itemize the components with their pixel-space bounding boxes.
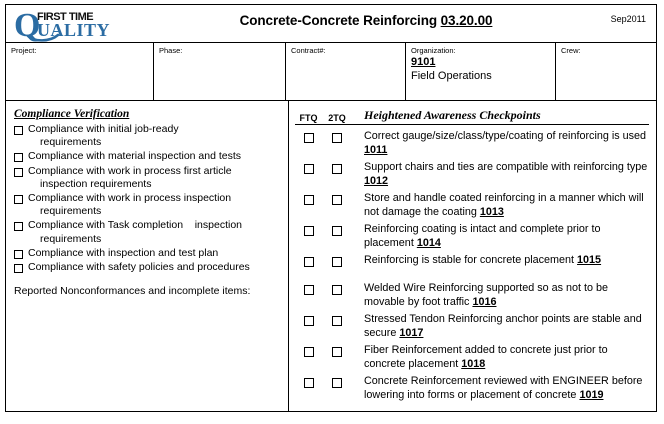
- checkbox-icon[interactable]: [304, 257, 314, 267]
- checkbox-icon[interactable]: [332, 378, 342, 388]
- field-organization-label: Organization:: [411, 46, 456, 55]
- checkbox-icon[interactable]: [14, 264, 23, 273]
- form-body: [6, 101, 656, 411]
- page-header: [6, 5, 656, 43]
- compliance-item-line2: requirements: [40, 232, 102, 245]
- checkpoint-number: 1011: [364, 143, 388, 156]
- checkpoint-text: Stressed Tendon Reinforcing anchor points are stable and secure: [364, 313, 642, 339]
- list-item[interactable]: [14, 150, 282, 163]
- list-item[interactable]: [14, 123, 282, 149]
- checkbox-icon[interactable]: [14, 153, 23, 162]
- list-item[interactable]: [14, 165, 282, 191]
- checkpoints-heading: Heightened Awareness Checkpoints: [364, 108, 541, 122]
- heightened-awareness-section: [289, 101, 656, 411]
- checkbox-icon[interactable]: [304, 195, 314, 205]
- checkbox-icon[interactable]: [304, 164, 314, 174]
- checkpoint-ftq-cell[interactable]: [295, 219, 322, 236]
- compliance-item-label: [28, 165, 232, 191]
- checkpoint-label: [364, 126, 649, 157]
- checkpoint-label: [364, 371, 649, 402]
- compliance-item-label: [28, 123, 179, 149]
- checkbox-icon[interactable]: [14, 250, 23, 259]
- compliance-item-label: [28, 219, 242, 245]
- document-date: Sep2011: [610, 14, 646, 24]
- checkpoint-2tq-cell[interactable]: [322, 188, 352, 205]
- checkbox-icon[interactable]: [304, 378, 314, 388]
- compliance-item-label: [28, 192, 231, 218]
- list-item[interactable]: [14, 247, 282, 260]
- compliance-item-line1: Compliance with material inspection and tests: [28, 150, 242, 163]
- nonconformances-label: Reported Nonconformances and incomplete items:: [14, 285, 251, 298]
- table-row[interactable]: [295, 309, 649, 340]
- compliance-item-label: [28, 247, 218, 260]
- checkpoint-2tq-cell[interactable]: [322, 278, 352, 295]
- compliance-item-line1: Compliance with safety policies and procedures: [28, 261, 250, 274]
- checkpoint-number: 1017: [399, 326, 424, 339]
- checkpoint-2tq-cell[interactable]: [322, 309, 352, 326]
- checkbox-icon[interactable]: [332, 133, 342, 143]
- checkbox-icon[interactable]: [332, 316, 342, 326]
- checkpoint-number: 1016: [472, 295, 497, 308]
- project-info-row: [6, 43, 656, 101]
- checkpoint-number: 1015: [577, 254, 602, 266]
- list-item[interactable]: [14, 261, 282, 274]
- checkpoint-label: [364, 278, 649, 309]
- svg-text:UALITY: UALITY: [37, 20, 111, 40]
- checkbox-icon[interactable]: [304, 226, 314, 236]
- checkbox-icon[interactable]: [332, 164, 342, 174]
- checkbox-icon[interactable]: [14, 168, 23, 177]
- checkpoint-label: [364, 340, 649, 371]
- checkpoints-header: [295, 108, 649, 125]
- field-contract-number[interactable]: [286, 43, 406, 100]
- table-row[interactable]: [295, 340, 649, 371]
- checkpoint-ftq-cell[interactable]: [295, 340, 322, 357]
- checkbox-icon[interactable]: [304, 347, 314, 357]
- field-project[interactable]: [6, 43, 154, 100]
- compliance-item-line2: requirements: [40, 205, 102, 218]
- checkpoint-ftq-cell[interactable]: [295, 371, 322, 388]
- page-title-text: Concrete-Concrete Reinforcing: [239, 13, 441, 28]
- field-contract-number-label: Contract#:: [291, 46, 326, 55]
- compliance-item-label: [28, 150, 241, 163]
- checkpoint-ftq-cell[interactable]: [295, 278, 322, 295]
- checkpoint-2tq-cell[interactable]: [322, 126, 352, 143]
- checkpoint-ftq-cell[interactable]: [295, 157, 322, 174]
- svg-text:Q: Q: [14, 7, 41, 42]
- field-crew-label: Crew:: [561, 46, 581, 55]
- checkbox-icon[interactable]: [14, 222, 23, 231]
- checkbox-icon[interactable]: [332, 195, 342, 205]
- checkpoint-number: 1012: [364, 174, 389, 187]
- checkpoint-2tq-cell[interactable]: [322, 371, 352, 388]
- checkpoint-text: Fiber Reinforcement added to concrete just prior to concrete placement: [364, 344, 608, 370]
- checkpoint-label: [364, 309, 649, 340]
- compliance-item-line1: Compliance with inspection and test plan: [28, 246, 219, 259]
- checkbox-icon[interactable]: [304, 133, 314, 143]
- checkbox-icon[interactable]: [332, 347, 342, 357]
- checkpoint-number: 1018: [461, 357, 486, 370]
- column-header-2tq: 2TQ: [328, 113, 346, 123]
- table-row[interactable]: [295, 250, 649, 278]
- form-page: [5, 4, 657, 412]
- checkpoint-ftq-cell[interactable]: [295, 250, 322, 267]
- svg-text:FIRST TIME: FIRST TIME: [37, 11, 94, 23]
- table-row[interactable]: [295, 188, 649, 219]
- page-title: [186, 13, 546, 28]
- checkpoint-text: Reinforcing is stable for concrete placement: [364, 254, 578, 266]
- checkpoint-text: Correct gauge/size/class/type/coating of reinforcing is used: [364, 130, 647, 142]
- checkpoint-2tq-cell[interactable]: [322, 157, 352, 174]
- checkbox-icon[interactable]: [304, 285, 314, 295]
- checkpoint-text: Reinforcing coating is intact and complete prior to placement: [364, 223, 601, 249]
- list-item[interactable]: [14, 219, 282, 245]
- checkpoint-label: [364, 188, 649, 219]
- checkpoint-text: Support chairs and ties are compatible with reinforcing type: [364, 161, 648, 173]
- compliance-item-line1: Compliance with Task completion inspection: [28, 219, 242, 232]
- checkpoint-label: [364, 157, 649, 188]
- field-project-label: Project:: [11, 46, 37, 55]
- table-row[interactable]: [295, 219, 649, 250]
- checkpoint-label: [364, 219, 649, 250]
- checkpoint-number: 1014: [416, 236, 441, 249]
- checkpoint-label: [364, 250, 649, 268]
- checkpoint-number: 1019: [579, 388, 604, 401]
- checkbox-icon[interactable]: [14, 126, 23, 135]
- first-time-quality-logo: [14, 6, 134, 42]
- field-crew[interactable]: [556, 43, 656, 100]
- compliance-item-line1: Compliance with initial job-ready: [28, 123, 179, 135]
- compliance-item-line1: Compliance with work in process inspection: [28, 192, 232, 205]
- checkpoint-text: Concrete Reinforcement reviewed with ENGINEER before lowering into forms or placement of concrete: [364, 375, 643, 401]
- table-row[interactable]: [295, 371, 649, 402]
- checkpoint-number: 1013: [479, 205, 504, 218]
- compliance-checklist: [14, 123, 282, 274]
- field-phase-label: Phase:: [159, 46, 183, 55]
- table-row[interactable]: [295, 278, 649, 309]
- checkbox-icon[interactable]: [332, 226, 342, 236]
- compliance-item-label: [28, 261, 250, 274]
- field-organization-name: Field Operations: [411, 70, 492, 82]
- checkbox-icon[interactable]: [332, 285, 342, 295]
- compliance-verification-section: [6, 101, 289, 411]
- checkpoint-2tq-cell[interactable]: [322, 250, 352, 267]
- compliance-item-line2: inspection requirements: [40, 177, 152, 190]
- checkpoint-text: Store and handle coated reinforcing in a manner which will not damage the coating: [364, 192, 644, 218]
- checkpoint-text: Welded Wire Reinforcing supported so as not to be movable by foot traffic: [364, 282, 609, 308]
- checkbox-icon[interactable]: [14, 195, 23, 204]
- field-phase[interactable]: [154, 43, 286, 100]
- table-row[interactable]: [295, 157, 649, 188]
- checkbox-icon[interactable]: [304, 316, 314, 326]
- checkpoint-ftq-cell[interactable]: [295, 309, 322, 326]
- checkpoints-list: [295, 126, 649, 402]
- logo-graphic: [14, 6, 134, 42]
- list-item[interactable]: [14, 192, 282, 218]
- checkpoint-2tq-cell[interactable]: [322, 219, 352, 236]
- checkpoint-ftq-cell[interactable]: [295, 126, 322, 143]
- checkpoint-2tq-cell[interactable]: [322, 340, 352, 357]
- compliance-item-line1: Compliance with work in process first article: [28, 164, 232, 177]
- checkpoint-ftq-cell[interactable]: [295, 188, 322, 205]
- page-title-code: 03.20.00: [440, 13, 493, 28]
- checkbox-icon[interactable]: [332, 257, 342, 267]
- column-header-ftq: FTQ: [299, 113, 318, 123]
- compliance-heading: Compliance Verification: [14, 108, 130, 120]
- table-row[interactable]: [295, 126, 649, 157]
- compliance-item-line2: requirements: [40, 136, 102, 149]
- field-organization[interactable]: [406, 43, 556, 100]
- field-organization-number: 9101: [411, 56, 436, 68]
